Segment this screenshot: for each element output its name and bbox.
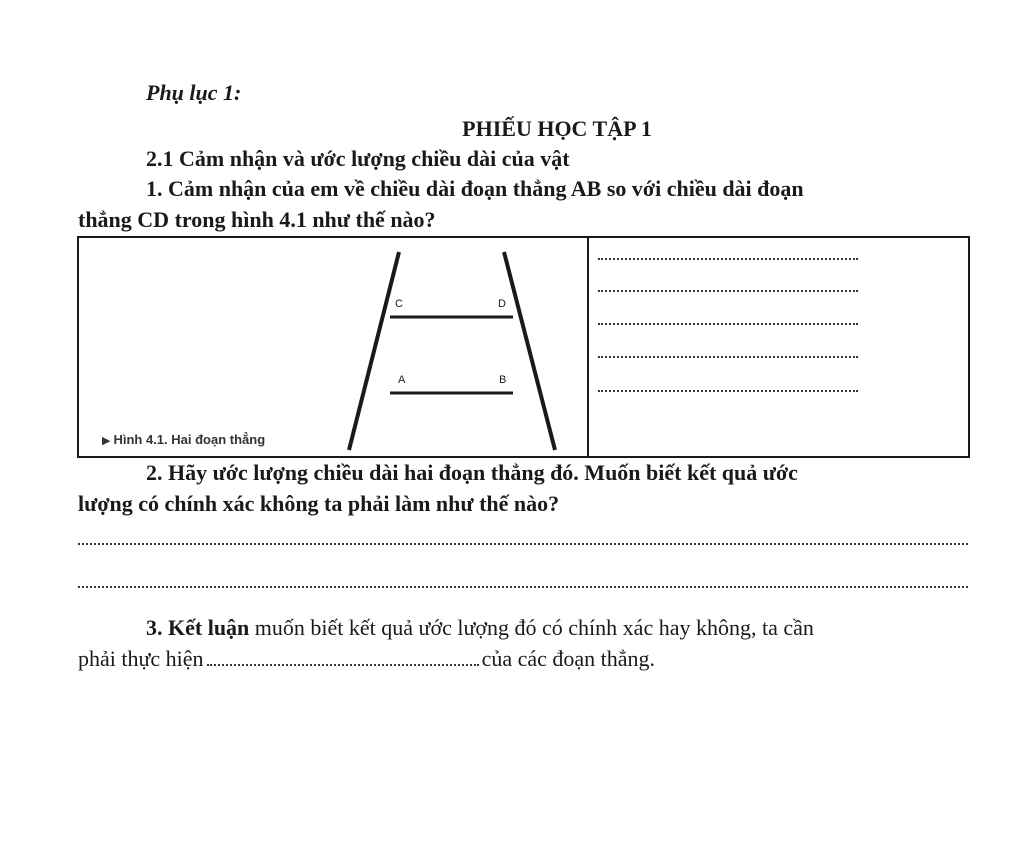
question-1-line-2: thẳng CD trong hình 4.1 như thế nào? — [78, 207, 436, 232]
label-c: C — [395, 298, 403, 310]
answer-line[interactable] — [598, 323, 858, 325]
answer-line[interactable] — [598, 390, 858, 392]
label-a: A — [398, 374, 406, 386]
answer-line[interactable] — [598, 290, 858, 292]
section-heading: 2.1 Cảm nhận và ước lượng chiều dài của vật — [146, 146, 570, 171]
appendix-title: Phụ lục 1: — [146, 80, 242, 105]
conclusion-text: muốn biết kết quả ước lượng đó có chính xác hay không, ta cần — [249, 615, 814, 640]
caption-arrow-icon: ▶ — [102, 435, 111, 447]
question-3-line-1 — [146, 615, 814, 641]
answer-line[interactable] — [598, 258, 858, 260]
right-rail — [504, 252, 555, 450]
caption-text: Hình 4.1. Hai đoạn thẳng — [113, 432, 266, 447]
figure-caption — [102, 432, 265, 447]
question-2-line-2: lượng có chính xác không ta phải làm như thế nào? — [78, 491, 560, 516]
conclusion-end: của các đoạn thẳng. — [481, 646, 656, 671]
conclusion-label: 3. Kết luận — [146, 615, 250, 640]
label-b: B — [499, 374, 507, 386]
left-rail — [349, 252, 399, 450]
question-2-line-1: 2. Hãy ước lượng chiều dài hai đoạn thẳng đó. Muốn biết kết quả ước — [146, 460, 798, 485]
worksheet-title: PHIẾU HỌC TẬP 1 — [462, 116, 652, 141]
answer-line[interactable] — [78, 586, 968, 588]
question-3-line-2 — [78, 646, 655, 672]
answer-line[interactable] — [598, 356, 858, 358]
answer-line[interactable] — [78, 543, 968, 545]
conclusion-start: phải thực hiện — [78, 646, 204, 671]
ladder-figure — [79, 238, 587, 456]
label-d: D — [498, 298, 506, 310]
fill-in-blank[interactable] — [207, 648, 479, 666]
figure-table-divider — [587, 236, 589, 458]
question-1-line-1: 1. Cảm nhận của em về chiều dài đoạn thẳng AB so với chiều dài đoạn — [146, 176, 804, 201]
